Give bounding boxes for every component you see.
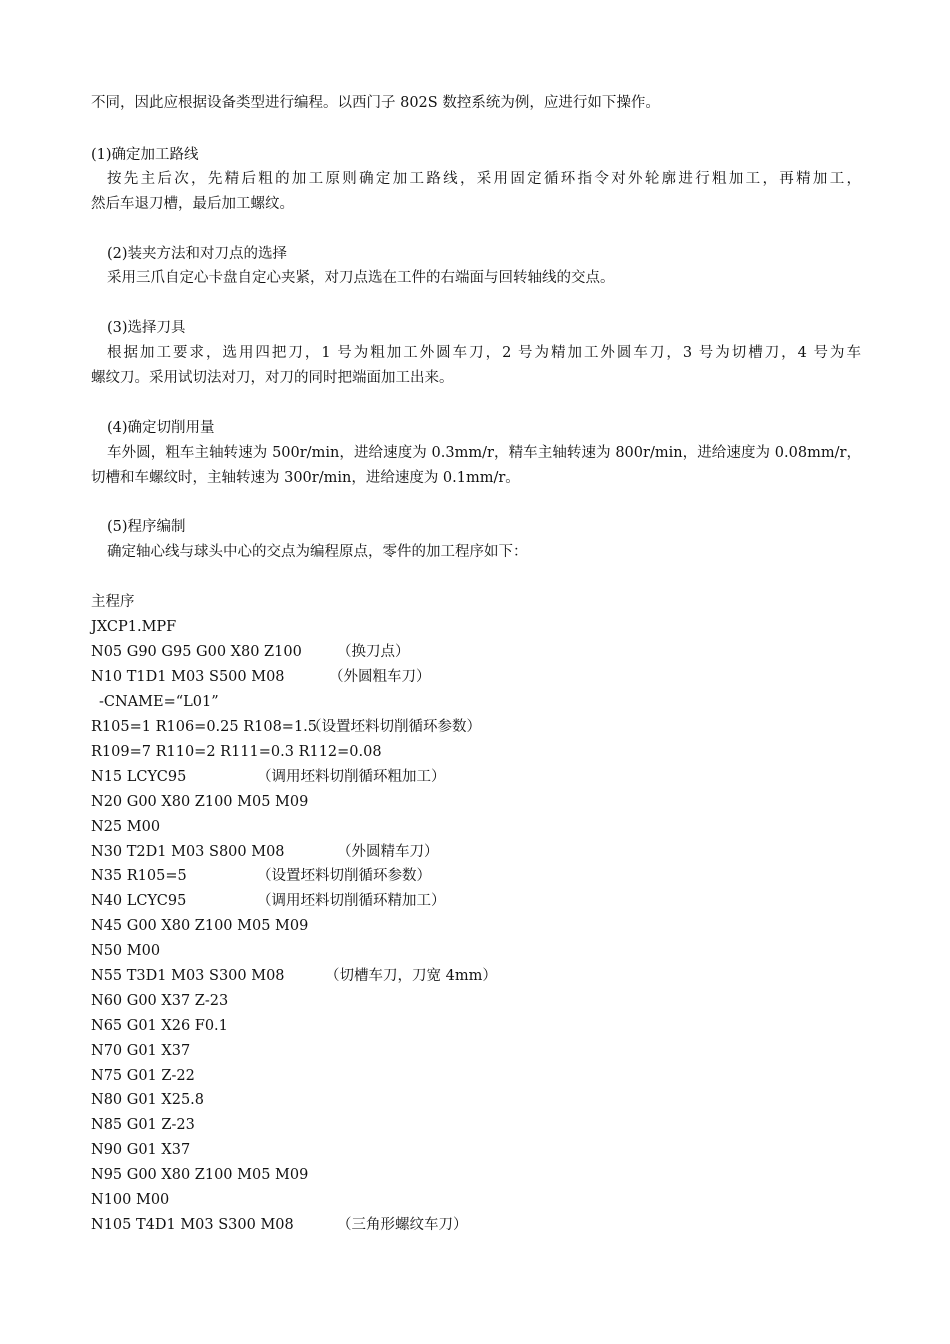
- program-line: [91, 966, 497, 986]
- program-note: （切槽车刀，刀宽 4mm）: [325, 968, 497, 984]
- program-cmd: N85 G01 Z-23: [91, 1117, 195, 1133]
- program-line: [91, 1140, 190, 1160]
- program-line: [91, 891, 446, 911]
- program-cmd: N80 G01 X25.8: [91, 1092, 204, 1108]
- program-line: [91, 1090, 204, 1110]
- program-line: [91, 916, 308, 936]
- program-line: [99, 692, 219, 712]
- program-line: [91, 817, 160, 837]
- program-note: （设置坯料切削循环参数）: [307, 719, 481, 735]
- program-line: [91, 642, 410, 662]
- program-line: [91, 792, 308, 812]
- program-line: [91, 842, 439, 862]
- program-cmd: N15 LCYC95: [91, 769, 187, 785]
- program-line: [91, 1115, 195, 1135]
- program-title: 主程序: [91, 594, 135, 610]
- section-3-line-2: 螺纹刀。采用试切法对刀，对刀的同时把端面加工出来。: [91, 370, 454, 386]
- program-cmd: N50 M00: [91, 943, 161, 959]
- program-line: [91, 991, 228, 1011]
- program-cmd: N65 G01 X26 F0.1: [91, 1018, 228, 1034]
- program-line: [91, 667, 431, 687]
- program-line: [91, 742, 382, 762]
- program-line: [91, 941, 160, 961]
- section-3-line-1: 根据加工要求，选用四把刀，1 号为粗加工外圆车刀，2 号为精加工外圆车刀，3 号为切槽刀，4 号为车: [107, 345, 861, 361]
- section-1-line-1: 按先主后次，先精后粗的加工原则确定加工路线，采用固定循环指令对外轮廓进行粗加工，再精加工，: [107, 171, 861, 187]
- program-cmd: N95 G00 X80 Z100 M05 M09: [91, 1167, 309, 1183]
- program-cmd: R109=7 R110=2 R111=0.3 R112=0.08: [91, 744, 382, 760]
- program-cmd: N90 G01 X37: [91, 1142, 191, 1158]
- program-note: （调用坯料切削循环精加工）: [257, 893, 446, 909]
- program-cmd: N70 G01 X37: [91, 1043, 191, 1059]
- program-cmd: R105=1 R106=0.25 R108=1.5: [91, 719, 318, 735]
- program-note: （换刀点）: [337, 644, 410, 660]
- section-4-line-2: 切槽和车螺纹时，主轴转速为 300r/min，进给速度为 0.1mm/r。: [91, 470, 520, 486]
- program-cmd: N100 M00: [91, 1192, 170, 1208]
- section-4-line-1: 车外圆，粗车主轴转速为 500r/min，进给速度为 0.3mm/r，精车主轴转速为 800r/min，进给速度为 0.08mm/r，: [107, 445, 861, 461]
- program-cmd: N60 G00 X37 Z-23: [91, 993, 229, 1009]
- section-2-line-1: 采用三爪自定心卡盘自定心夹紧，对刀点选在工件的右端面与回转轴线的交点。: [107, 270, 615, 286]
- program-cmd: N40 LCYC95: [91, 893, 187, 909]
- program-name: JXCP1.MPF: [91, 619, 177, 635]
- intro-text: 不同，因此应根据设备类型进行编程。以西门子 802S 数控系统为例，应进行如下操作。: [91, 95, 660, 111]
- program-line: [91, 1016, 228, 1036]
- section-heading-2: (2)装夹方法和对刀点的选择: [107, 246, 288, 262]
- program-note: （设置坯料切削循环参数）: [257, 868, 431, 884]
- program-line: [91, 1066, 195, 1086]
- program-cmd: N75 G01 Z-22: [91, 1068, 195, 1084]
- section-heading-3: (3)选择刀具: [107, 320, 186, 336]
- program-cmd: -CNAME=“L01”: [99, 694, 219, 710]
- program-line: [91, 1041, 190, 1061]
- program-line: [91, 717, 481, 737]
- program-line: [91, 1165, 308, 1185]
- program-cmd: N30 T2D1 M03 S800 M08: [91, 844, 285, 860]
- program-line: [91, 866, 431, 886]
- section-heading-4: (4)确定切削用量: [107, 420, 215, 436]
- section-1-line-2: 然后车退刀槽，最后加工螺纹。: [91, 196, 294, 212]
- program-cmd: N45 G00 X80 Z100 M05 M09: [91, 918, 309, 934]
- program-note: （外圆粗车刀）: [329, 669, 431, 685]
- program-note: （外圆精车刀）: [337, 844, 439, 860]
- section-heading-5: (5)程序编制: [107, 519, 186, 535]
- program-cmd: N05 G90 G95 G00 X80 Z100: [91, 644, 302, 660]
- program-line: [91, 767, 446, 787]
- program-cmd: N25 M00: [91, 819, 161, 835]
- program-note: （调用坯料切削循环粗加工）: [257, 769, 446, 785]
- section-5-line-1: 确定轴心线与球头中心的交点为编程原点，零件的加工程序如下：: [107, 544, 528, 560]
- program-line: [91, 1190, 169, 1210]
- program-cmd: N35 R105=5: [91, 868, 187, 884]
- program-note: （三角形螺纹车刀）: [337, 1217, 468, 1233]
- program-cmd: N20 G00 X80 Z100 M05 M09: [91, 794, 309, 810]
- program-cmd: N10 T1D1 M03 S500 M08: [91, 669, 285, 685]
- program-line: [91, 1215, 468, 1235]
- section-heading-1: (1)确定加工路线: [91, 147, 199, 163]
- program-cmd: N55 T3D1 M03 S300 M08: [91, 968, 285, 984]
- program-cmd: N105 T4D1 M03 S300 M08: [91, 1217, 294, 1233]
